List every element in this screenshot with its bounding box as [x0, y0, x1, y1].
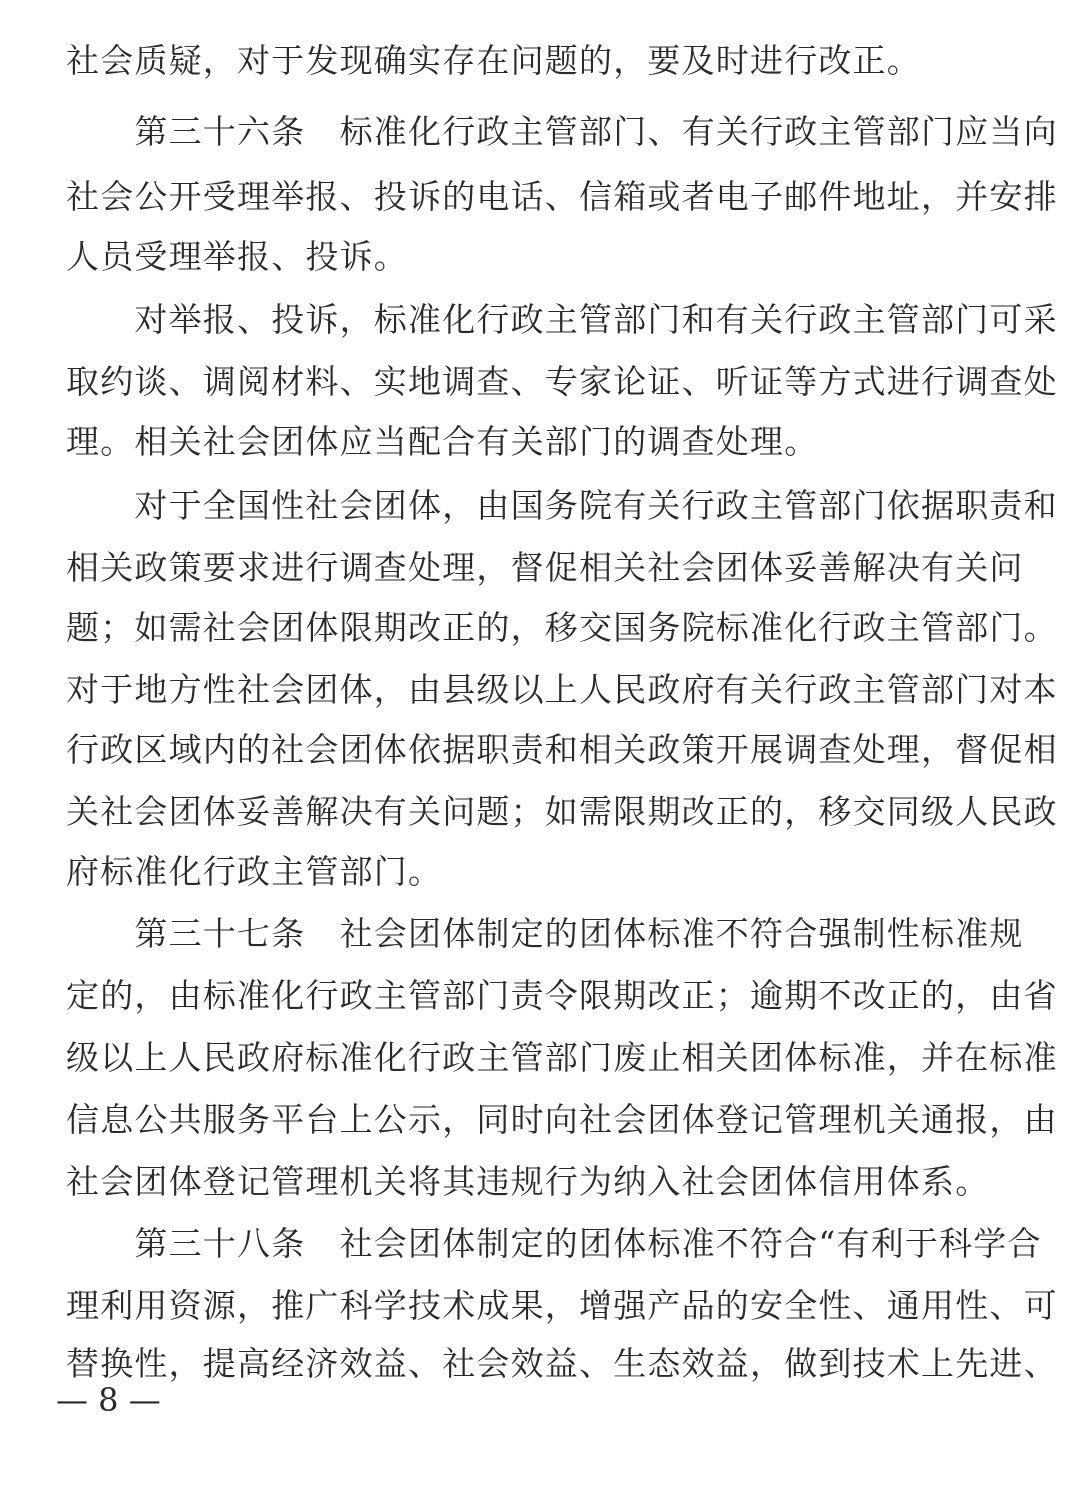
- text-line: 府标准化行政主管部门。: [66, 852, 443, 891]
- text-line: 题；如需社会团体限期改正的，移交国务院标准化行政主管部门。: [66, 608, 1058, 647]
- text-line: 替换性，提高经济效益、社会效益、生态效益，做到技术上先进、: [66, 1344, 1058, 1383]
- text-line: 理利用资源，推广科学技术成果，增强产品的安全性、通用性、可: [66, 1286, 1058, 1325]
- text-line: 级以上人民政府标准化行政主管部门废止相关团体标准，并在标准: [66, 1038, 1058, 1077]
- text-line: 对于全国性社会团体，由国务院有关行政主管部门依据职责和: [66, 486, 1058, 525]
- text-line: 对于地方性社会团体，由县级以上人民政府有关行政主管部门对本: [66, 670, 1058, 709]
- text-line: 信息公共服务平台上公示，同时向社会团体登记管理机关通报，由: [66, 1100, 1058, 1139]
- text-line: 取约谈、调阅材料、实地调查、专家论证、听证等方式进行调查处: [66, 362, 1058, 401]
- text-line: 第三十八条 社会团体制定的团体标准不符合“有利于科学合: [66, 1224, 1042, 1263]
- text-line: 行政区域内的社会团体依据职责和相关政策开展调查处理，督促相: [66, 730, 1058, 769]
- page-number: — 8 —: [56, 1381, 161, 1419]
- text-line: 定的，由标准化行政主管部门责令限期改正；逾期不改正的，由省: [66, 976, 1058, 1015]
- text-line: 社会质疑，对于发现确实存在问题的，要及时进行改正。: [66, 41, 921, 80]
- text-line: 理。相关社会团体应当配合有关部门的调查处理。: [66, 422, 819, 461]
- text-line: 第三十六条 标准化行政主管部门、有关行政主管部门应当向: [66, 112, 1058, 151]
- text-line: 相关政策要求进行调查处理，督促相关社会团体妥善解决有关问: [66, 548, 1024, 587]
- text-line: 社会公开受理举报、投诉的电话、信箱或者电子邮件地址，并安排: [66, 177, 1058, 216]
- text-line: 社会团体登记管理机关将其违规行为纳入社会团体信用体系。: [66, 1162, 990, 1201]
- text-line: 人员受理举报、投诉。: [66, 237, 408, 276]
- text-line: 对举报、投诉，标准化行政主管部门和有关行政主管部门可采: [66, 300, 1058, 339]
- text-line: 第三十七条 社会团体制定的团体标准不符合强制性标准规: [66, 914, 1024, 953]
- text-line: 关社会团体妥善解决有关问题；如需限期改正的，移交同级人民政: [66, 792, 1058, 831]
